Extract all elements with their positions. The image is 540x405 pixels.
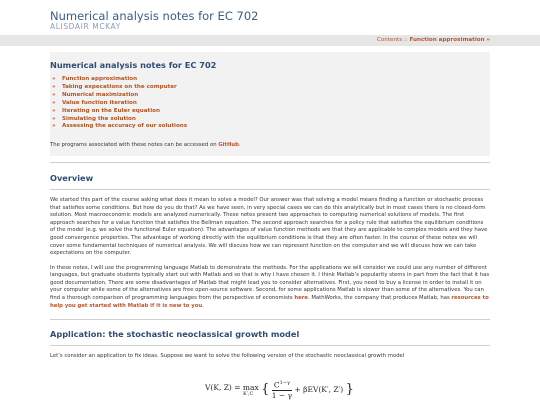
overview-p2-text-c: .	[202, 302, 204, 309]
programs-note	[50, 142, 490, 150]
toc-box	[50, 52, 490, 156]
bellman-equation	[205, 380, 354, 400]
eq-lhs: V(K, Z) = max	[205, 382, 259, 392]
programs-end: .	[238, 142, 241, 149]
overview-heading: Overview	[50, 172, 94, 183]
breadcrumb-contents-link[interactable]: Contents	[376, 37, 403, 43]
site-title[interactable]: Numerical analysis notes for EC 702	[50, 9, 259, 23]
toc-item[interactable]: » Numerical maximization	[50, 92, 490, 100]
toc-item[interactable]: » Function approximation	[50, 76, 490, 84]
eq-rhs: + βEV(K′, Z′)	[294, 385, 344, 395]
eq-numerator: C	[273, 380, 280, 390]
programs-text: The programs associated with these notes can be accessed on	[50, 142, 217, 149]
main-content	[50, 52, 490, 361]
application-paragraph-1: Let’s consider an application to fix ideas. Suppose we want to solve the following version of the stochastic neoclassical growth model	[50, 353, 405, 360]
breadcrumb	[377, 37, 490, 43]
divider	[50, 162, 490, 163]
divider	[50, 345, 490, 346]
site-header	[0, 0, 540, 33]
matlab-resources-link[interactable]: resources to help you get started with Matlab if it is new to you	[50, 295, 489, 309]
breadcrumb-current[interactable]: Function approximation	[409, 37, 485, 43]
comparison-link[interactable]: here	[294, 295, 308, 302]
site-author: ALISDAIR MCKAY	[50, 22, 121, 31]
eq-max-sub: K′,C	[243, 390, 254, 397]
toc-item[interactable]: » Value function iteration	[50, 100, 490, 108]
eq-exponent: 1−γ	[279, 380, 290, 386]
toc-item[interactable]: » Taking expecations on the computer	[50, 84, 490, 92]
breadcrumb-separator: ::	[403, 37, 408, 43]
divider	[50, 319, 490, 320]
toc-title: Numerical analysis notes for EC 702	[50, 60, 217, 70]
eq-brace-left: {	[261, 382, 270, 398]
github-link[interactable]: GitHub	[218, 142, 239, 149]
overview-p2-text-b: . MathWorks, the company that produces Matlab, has	[307, 295, 450, 302]
eq-brace-right: }	[345, 382, 354, 398]
toc-list	[50, 76, 490, 131]
overview-p2-text-a: In these notes, I will use the programming language Matlab to demonstrate the methods. For the applications we will consider we could use any number of different languages, but graduate students typically start out with Matlab and so that is why I have chosen it. I think Matlab’s popularity stems in part from the fact that it has good documentation. There are some disadvantages of Matlab that might lead you to consider alternatives. First, you need to buy a license in order to install it on your computer while some of the alternatives are free open-source software. Second, for some applications Matlab is slower than some of the alternatives. You can find a thorough comparison of programming languages from the perspective of economists	[50, 264, 490, 302]
breadcrumb-arrow-icon: »	[486, 37, 490, 43]
overview-paragraph-1: We started this part of the course asking what does it mean to solve a model? Our answer was that solving a model means finding a function or stochastic process that satisfies some conditions. But how do you do that? As we have seen, in very special cases we can do this analytically but in most cases there is no closed-form solution. Most macroeconomic models are analyzed numerically. These notes present two approaches to computing numerical solutions of models. The first approach searches for a value function that satisfies the Bellman equation. The second approach searches for a policy rule that satisfies the equilibrium conditions of the model (e.g. we solve the functional Euler equation). The advantages of value function methods are that they are applicable to complex models and they have good convergence properties. The advantage of working directly with the equilibrium conditions is that they are often faster. In the course of these notes we will cover some fundamental techniques of numerical analysis. We will discuss how we can represent function on the computer and we will discuss how we can take expectations on the computer.	[50, 196, 488, 257]
toc-item[interactable]: » Simulating the solution	[50, 116, 490, 124]
toc-item[interactable]: » Assessing the accuracy of our solutions	[50, 123, 490, 131]
overview-paragraph-2	[50, 265, 490, 311]
application-heading: Application: the stochastic neoclassical growth model	[50, 329, 300, 340]
divider	[50, 189, 490, 190]
eq-denominator: 1 − γ	[271, 390, 293, 400]
toc-item[interactable]: » Iterating on the Euler equation	[50, 108, 490, 116]
